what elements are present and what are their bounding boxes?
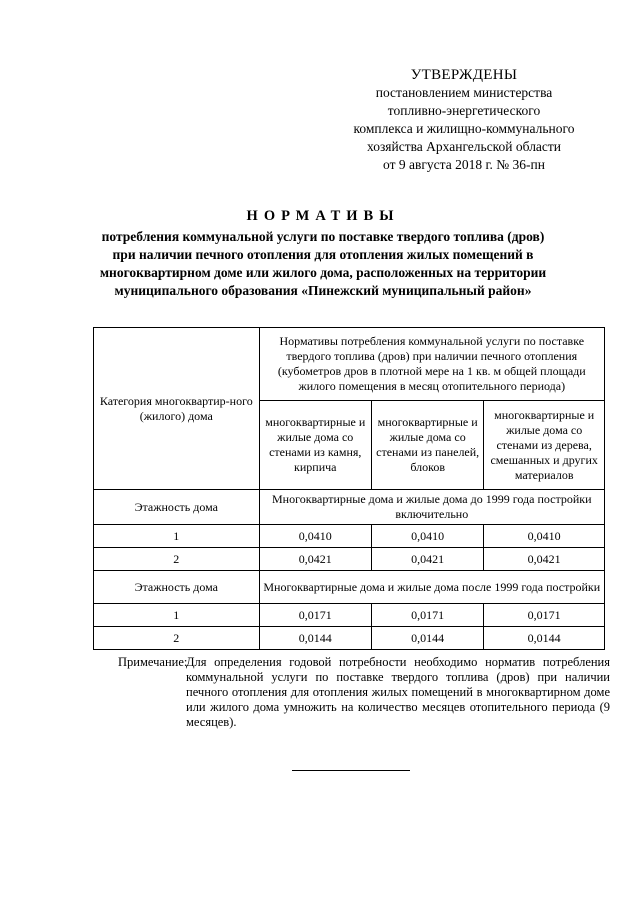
value-cell: 0,0171: [371, 604, 483, 627]
document-title: [88, 207, 558, 300]
floors-label: Этажность дома: [94, 571, 260, 604]
table-header-row: [94, 328, 605, 401]
value-cell: 0,0144: [259, 627, 371, 650]
approval-line: от 9 августа 2018 г. № 36-пн: [383, 157, 545, 172]
value-cell: 0,0144: [484, 627, 605, 650]
period-label: Многоквартирные дома и жилые дома после 1999 года постройки: [259, 571, 604, 604]
value-cell: 0,0421: [371, 548, 483, 571]
period-row: [94, 571, 605, 604]
table-row: [94, 604, 605, 627]
note-block: [118, 655, 610, 730]
title-line: при наличии печного отопления для отопления жилых помещений в: [112, 247, 534, 262]
floors-cell: 2: [94, 548, 260, 571]
approval-heading: УТВЕРЖДЕНЫ: [410, 67, 518, 83]
category-header: Категория многоквартир-ного (жилого) дома: [94, 328, 260, 490]
approval-block: [330, 66, 598, 174]
closing-rule: [292, 770, 410, 771]
approval-line: постановлением министерства: [375, 85, 553, 100]
floors-cell: 1: [94, 604, 260, 627]
value-cell: 0,0410: [371, 525, 483, 548]
value-cell: 0,0410: [259, 525, 371, 548]
value-cell: 0,0171: [484, 604, 605, 627]
approval-line: хозяйства Архангельской области: [366, 139, 562, 154]
approval-line: топливно-энергетического: [387, 103, 541, 118]
floors-label: Этажность дома: [94, 490, 260, 525]
table-row: [94, 548, 605, 571]
table-row: [94, 525, 605, 548]
floors-cell: 2: [94, 627, 260, 650]
norms-header: Нормативы потребления коммунальной услуги по поставке твердого топлива (дров) при наличии печного отопления (кубометров дров в плотной мере на 1 кв. м общей площади жилого помещения в месяц отопительного периода): [259, 328, 604, 401]
title-heading: НОРМАТИВЫ: [246, 208, 400, 224]
value-cell: 0,0144: [371, 627, 483, 650]
value-cell: 0,0410: [484, 525, 605, 548]
floors-cell: 1: [94, 525, 260, 548]
wall-type-header: многоквартирные и жилые дома со стенами из панелей, блоков: [371, 401, 483, 490]
value-cell: 0,0421: [259, 548, 371, 571]
note-label: Примечание:: [118, 655, 188, 669]
wall-type-header: многоквартирные и жилые дома со стенами из камня, кирпича: [259, 401, 371, 490]
value-cell: 0,0421: [484, 548, 605, 571]
table-row: [94, 627, 605, 650]
norms-table: [93, 327, 605, 650]
wall-type-header: многоквартирные и жилые дома со стенами из дерева, смешанных и других материалов: [484, 401, 605, 490]
title-line: многоквартирном доме или жилого дома, расположенных на территории: [99, 265, 547, 280]
period-row: [94, 490, 605, 525]
value-cell: 0,0171: [259, 604, 371, 627]
approval-line: комплекса и жилищно-коммунального: [353, 121, 575, 136]
note-text: Для определения годовой потребности необходимо норматив потребления коммунальной услуги по поставке твердого топлива (дров) при наличии печного отопления для отопления жилых помещений в многоквартирном доме или жилого дома умножить на количество месяцев отопительного периода (9 месяцев).: [186, 655, 610, 729]
title-line: потребления коммунальной услуги по поставке твердого топлива (дров): [101, 229, 545, 244]
period-label: Многоквартирные дома и жилые дома до 1999 года постройки включительно: [259, 490, 604, 525]
title-line: муниципального образования «Пинежский муниципальный район»: [114, 283, 532, 298]
